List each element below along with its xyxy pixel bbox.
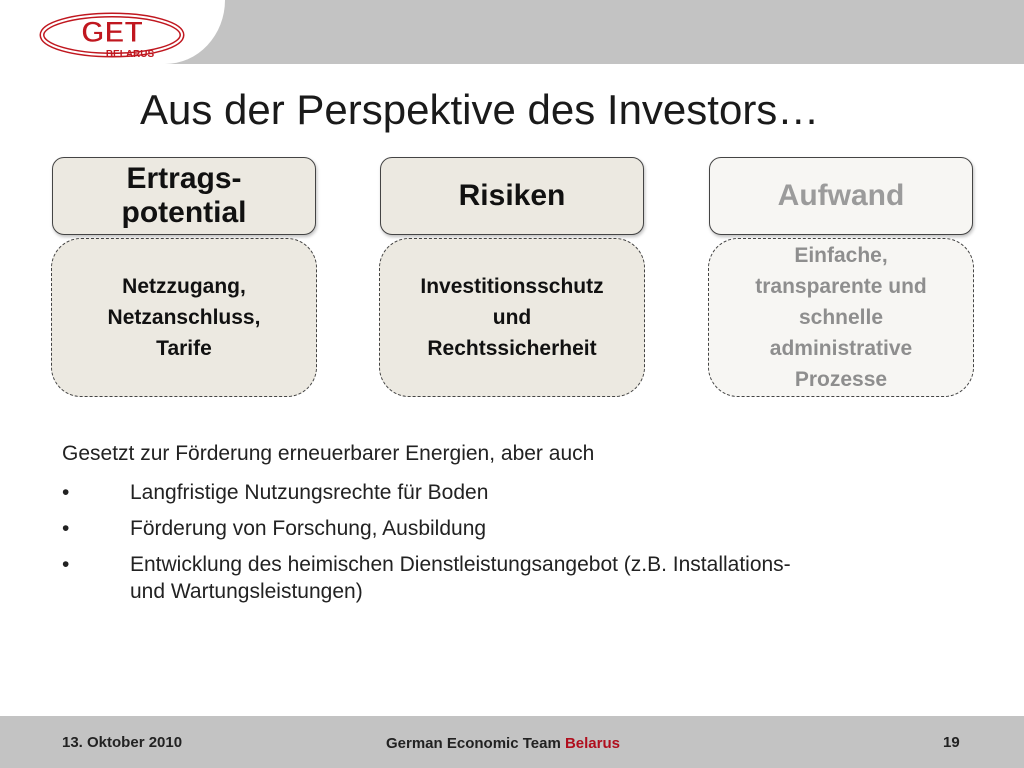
bullet-list [62, 479, 962, 614]
logo-area [0, 0, 225, 64]
body-line: Investitionsschutz [420, 275, 604, 298]
logo-sub-text: BELARUS [105, 49, 155, 60]
body-line: Rechtssicherheit [427, 337, 597, 360]
list-item [62, 479, 962, 506]
body-aufwand [708, 238, 974, 397]
intro-text: Gesetzt zur Förderung erneuerbarer Energien, aber auch [62, 442, 595, 465]
header-ertragspotential [52, 157, 316, 235]
bullet-text: Entwicklung des heimischen Dienstleistungsangebot (z.B. Installations- [130, 553, 791, 576]
body-line: Netzzugang, [122, 275, 246, 298]
footer-band [0, 716, 1024, 768]
bullet-text: Förderung von Forschung, Ausbildung [130, 517, 487, 540]
body-line: schnelle [798, 306, 884, 329]
page-number: 19 [943, 734, 960, 751]
list-item [62, 515, 962, 542]
body-line: und [492, 306, 532, 329]
list-item [62, 551, 962, 605]
bullet-marker: • [62, 517, 70, 540]
footer-team [386, 735, 620, 752]
bullet-text-continued: und Wartungsleistungen) [130, 580, 363, 603]
body-line: transparente und [755, 275, 927, 298]
header-risiken: Risiken [380, 157, 644, 235]
page-title: Aus der Perspektive des Investors… [140, 86, 820, 133]
bullet-text: Langfristige Nutzungsrechte für Boden [130, 481, 489, 504]
header-ertragspotential-line2: potential [121, 196, 247, 229]
logo-main-text: GET [81, 16, 143, 49]
bullet-marker: • [62, 553, 70, 576]
get-belarus-logo [36, 6, 191, 60]
body-line: Prozesse [794, 368, 888, 391]
footer-team-country: Belarus [564, 735, 620, 752]
header-ertragspotential-line1: Ertrags- [126, 162, 242, 195]
header-aufwand: Aufwand [709, 157, 973, 235]
body-line: Tarife [156, 337, 212, 360]
body-line: Netzanschluss, [107, 306, 261, 329]
footer-team-prefix: German Economic Team [386, 735, 561, 752]
body-line: Einfache, [794, 244, 888, 267]
body-ertragspotential [51, 238, 317, 397]
body-line: administrative [769, 337, 913, 360]
bullet-marker: • [62, 481, 70, 504]
body-risiken [379, 238, 645, 397]
footer-date: 13. Oktober 2010 [62, 734, 183, 751]
